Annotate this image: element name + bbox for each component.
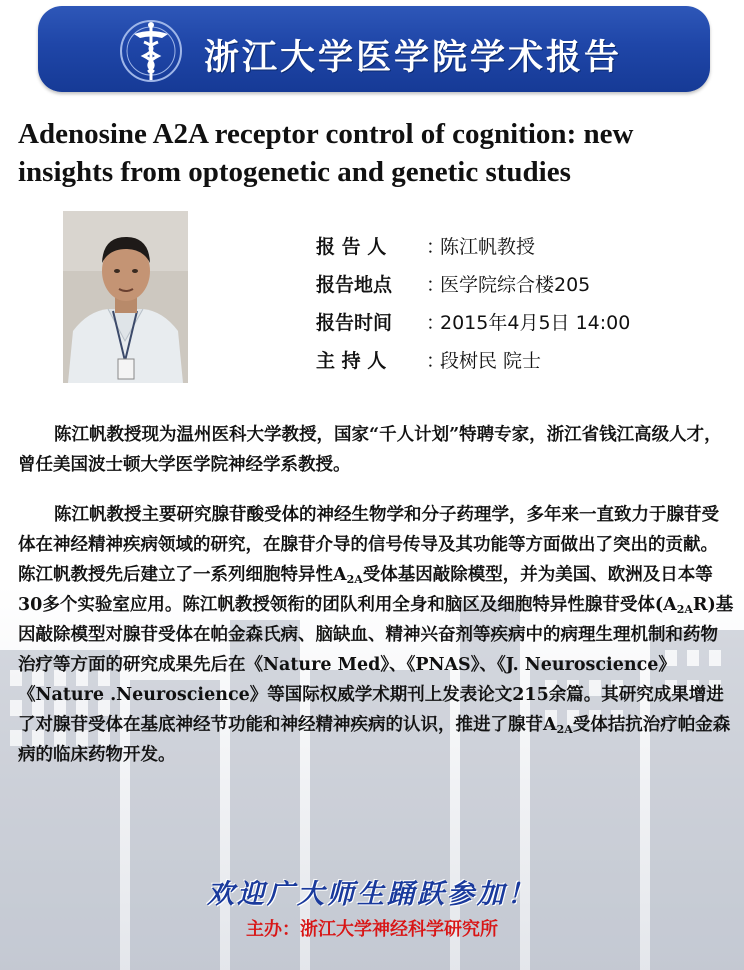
info-label: 报告地点 [316, 274, 393, 296]
bio-paragraph-1: 陈江帆教授现为温州医科大学教授，国家“千人计划”特聘专家，浙江省钱江高级人才，曾任美国波士顿大学医学院神经学系教授。 [18, 425, 722, 475]
info-value: 医学院综合楼205 [440, 274, 591, 296]
speaker-photo [63, 211, 188, 383]
info-separator: ： [426, 236, 446, 258]
bio-text: 受体拮抗治疗帕金森病的临床药物开发。 [18, 715, 731, 765]
organizer-line: 主办：浙江大学神经科学研究所 [246, 919, 498, 940]
banner-title: 浙江大学医学院学术报告 [204, 38, 623, 78]
header-banner [38, 6, 710, 92]
info-separator: ： [426, 350, 446, 372]
bio-text: 陈江帆教授主要研究腺苷酸受体的神经生物学和分子药理学，多年来一直致力于腺苷受体在神经精神疾病领域的研究，在腺苷介导的信号传导及其功能等方面做出了突出的贡献。陈江帆教授先后建立了一系列细胞特异性A [18, 505, 719, 585]
info-value: 陈江帆教授 [440, 236, 536, 258]
subscript: 2A [556, 723, 573, 736]
info-label: 报告时间 [316, 312, 393, 334]
info-row-speaker [316, 232, 726, 270]
info-value: 2015年4月5日 14:00 [440, 312, 631, 334]
talk-info [316, 232, 726, 384]
speaker-portrait-graphic [63, 211, 188, 383]
bio-paragraph-2 [18, 500, 734, 770]
bio-text: 受体基因敲除模型，并为美国、欧洲及日本等30多个实验室应用。陈江帆教授领衔的团队利用全身和脑区及细胞特异性腺苷受体(A [18, 565, 713, 615]
info-row-time [316, 308, 726, 346]
subscript: 2A [676, 603, 693, 616]
info-label: 报 告 人 [316, 236, 387, 258]
info-row-location [316, 270, 726, 308]
info-separator: ： [426, 274, 446, 296]
info-row-host [316, 346, 726, 384]
medical-caduceus-logo-icon [104, 8, 198, 94]
info-label: 主 持 人 [316, 350, 387, 372]
subscript: 2A [346, 573, 363, 586]
info-separator: ： [426, 312, 446, 334]
info-value: 段树民 院士 [440, 350, 542, 372]
talk-title: Adenosine A2A receptor control of cognition: new insights from optogenetic and genetic studies [18, 118, 634, 188]
bio-text: R)基因敲除模型对腺苷受体在帕金森氏病、脑缺血、精神兴奋剂等疾病中的病理生理机制和药物治疗等方面的研究成果先后在《Nature Med》、《PNAS》、《J. Neuroscience》《Nature .Neuroscience》等国际权威学术期刊上发表论文215余篇。其研究成果增进了对腺苷受体在基底神经节功能和神经精神疾病的认识，推进了腺苷A [18, 595, 734, 735]
welcome-slogan: 欢迎广大师生踊跃参加！ [207, 879, 537, 910]
